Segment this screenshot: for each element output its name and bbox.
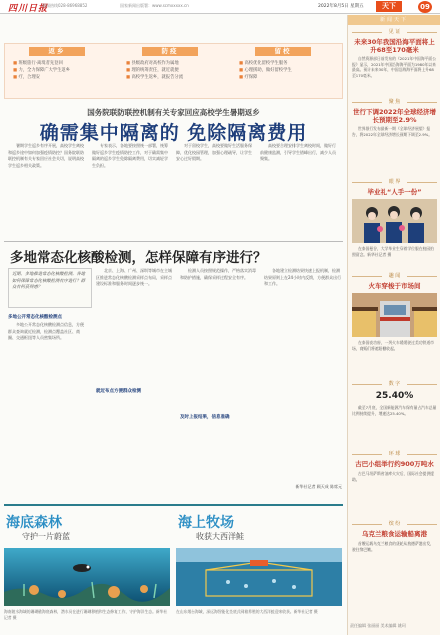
summary-item: ■ 高校学生返乡，就报告分流: [126, 74, 222, 81]
section-label: 天下: [376, 1, 402, 12]
train-market-photo: [352, 293, 437, 337]
sidebar-tag: 见 证: [352, 29, 437, 36]
underwater-photo: [4, 548, 170, 606]
newspaper-logo: 四川日报: [8, 4, 49, 14]
summary-label: 返乡: [29, 47, 85, 56]
paragraph: 检测人员按照规范操作，严格落实消毒和防护措施，确保采样过程安全有序。: [180, 268, 256, 280]
sea-ranch-photo: [176, 548, 342, 606]
page-number: 09: [418, 1, 432, 13]
hotline-text: 新闻热线028-86968852: [42, 3, 88, 8]
paragraph: 多地公开常态化核酸检测点信息，方便群众查询就近检测，检测点覆盖社区、商圈、交通枢纽等人员密集场所。: [8, 322, 84, 340]
article-headline: 确需集中隔离的 免除隔离费用: [39, 122, 308, 144]
photo-subtitle: 收获大西洋鲑: [196, 532, 244, 541]
page-header: [0, 0, 440, 14]
photo-title: 海底森林: [6, 515, 62, 531]
summary-item: ■ 力，全力保障广大学生返乡: [13, 67, 109, 74]
article-subtitle: 国务院联防联控机制有关专家回应高校学生暑期返乡: [87, 108, 260, 117]
divider: [4, 504, 343, 506]
sidebar-text: 世界银行发布最新一期《全球经济展望》报告，将2022年全球经济增长预期下调至2.9%。: [352, 126, 433, 137]
summary-column-return: [7, 44, 115, 100]
paragraph: 各地建立检测结果快速上报机制，检测结果原则上在24小时内反馈，方便群众出行和工作。: [264, 268, 342, 286]
sidebar-tag: 数 字: [352, 381, 437, 388]
photo-caption: 在山东烟台海域，深远海智能化坐底式网箱养殖的大西洋鲑迎来收获。新华社记者 摄: [176, 609, 318, 614]
sidebar-text: 首艘运载乌克兰粮食的货轮从敖德萨港出发，驶往黎巴嫩。: [352, 541, 434, 552]
stat-number: 25.40%: [375, 391, 414, 401]
sidebar-tag: 聚 焦: [352, 99, 437, 106]
sidebar-headline: 乌克兰粮食运输船离港: [362, 530, 427, 538]
sidebar-text: 在泰国曼谷，大学毕业生穿着学位服在校园拍照留念。新华社记者 摄: [352, 246, 434, 257]
news-sidebar: [347, 15, 440, 635]
photo-title: 海上牧场: [178, 515, 234, 531]
byline: 新华社记者 顾天成 陈席元: [295, 484, 342, 489]
sidebar-title: 新闻天下: [348, 15, 440, 25]
editor-credits: 责任编辑 张丽丽 美术编辑 姚珂: [350, 623, 406, 628]
summary-item: ■ 疗，合理安: [13, 74, 109, 81]
sidebar-text: 在泰国夜功府，一列火车缓缓驶过美功铁道市场，商贩们将遮阳棚收起。: [352, 340, 434, 351]
summary-item: ■ 班级旅行·离境者先登回: [13, 60, 109, 67]
summary-column-prevention: [120, 44, 228, 100]
subhead: 及时上报结果，信息准确: [180, 415, 230, 420]
sidebar-headline: 火车穿梭于市场间: [368, 282, 421, 290]
article2-headline: 多地常态化核酸检测，怎样保障有序进行？: [10, 250, 267, 266]
sidebar-tag: 趣 闻: [352, 273, 437, 280]
paragraph: 北京、上海、广州、深圳等城市在主城区推进常态化核酸检测采样点布局，采样点建设标准和服务时间逐步统一。: [96, 268, 172, 286]
subhead: 多地公开常态化核酸检测点: [8, 315, 62, 320]
summary-label: 防疫: [142, 47, 198, 56]
sidebar-text: 截至7月底，全国新能源汽车保有量占汽车总量比例持续提升，增速达25.40%。: [352, 405, 437, 416]
main-content: [4, 36, 343, 635]
divider: [4, 241, 343, 242]
sidebar-tag: 眼 界: [352, 179, 437, 186]
paragraph: 高校要合理安排学生离校时间，做好行前健康监测，引导学生错峰出行，减少人员聚集。: [260, 143, 336, 161]
sidebar-headline: 古巴小组举行约900万吨水: [355, 460, 434, 468]
subhead: 就近布点方便群众检测: [96, 389, 141, 394]
summary-column-stay: [233, 44, 341, 100]
paragraph: 专家表示，各地要按照统一部署，统筹做好返乡学生疫情防控工作，对于确需集中隔离的返乡学生免除隔离费用，切实减轻学生负担。: [92, 143, 168, 168]
issue-date: 2022年8月5日 星期五: [318, 4, 364, 9]
summary-item: ■ 县级政府对高校作为属地: [126, 60, 222, 67]
paragraph: 暑期学生返乡有序开展，高校学生离校和返乡途中如何加强疫情防控？国务院联防联控机制有关专家回应社会关切，说明高校学生返乡相关政策。: [8, 143, 84, 168]
site-info: 国家新闻出版署：www.scmxxxxx.cn: [120, 3, 189, 8]
article2-lead: 近期，多地推进常态化核酸检测。各地如何保障常态化核酸检测有序进行？群众有何获得感？: [8, 268, 92, 308]
photo-feature-forest: [4, 512, 170, 635]
photo-subtitle: 守护一片蔚蓝: [22, 532, 70, 541]
summary-item: ■ 疗保障: [239, 74, 335, 81]
summary-item: ■ 高校优化留校学生服务: [239, 60, 335, 67]
sidebar-headline: 未来30年我国沿海平面将上升68至170毫米: [354, 38, 435, 54]
photo-caption: 海南陵水海域的珊瑚礁海底森林，潜水员在进行珊瑚移植和生态修复工作，守护海洋生态。新华社记者 摄: [4, 609, 168, 620]
sidebar-text: 自然资源部日前发布的《2021年中国海平面公报》显示，2021年中国沿海海平面为1980年以来最高。预计未来30年，中国沿海海平面将上升68至170毫米。: [352, 56, 437, 78]
sidebar-headline: 世行下调2022年全球经济增长预期至2.9%: [352, 108, 437, 124]
article-body: [8, 143, 340, 239]
summary-item: ■ 心理援助，做好留校学生: [239, 67, 335, 74]
sidebar-text: 古巴马坦萨斯省油库火灾后，国际社会提供援助。: [352, 471, 434, 482]
summary-item: ■ 理的统筹责任，就近就便: [126, 67, 222, 74]
sidebar-headline: 毕业礼“人手一份”: [367, 188, 422, 196]
summary-label: 留校: [255, 47, 311, 56]
sidebar-tag: 环 球: [352, 451, 437, 458]
graduation-photo: [352, 199, 437, 243]
sidebar-tag: 缤 纷: [352, 521, 437, 528]
paragraph: 对于留校学生，高校要做好生活服务保障，优化校园管理，加强心理疏导，让学生安心过好假期。: [176, 143, 252, 161]
photo-feature-ranch: [176, 512, 342, 635]
policy-summary-box: [4, 43, 343, 99]
